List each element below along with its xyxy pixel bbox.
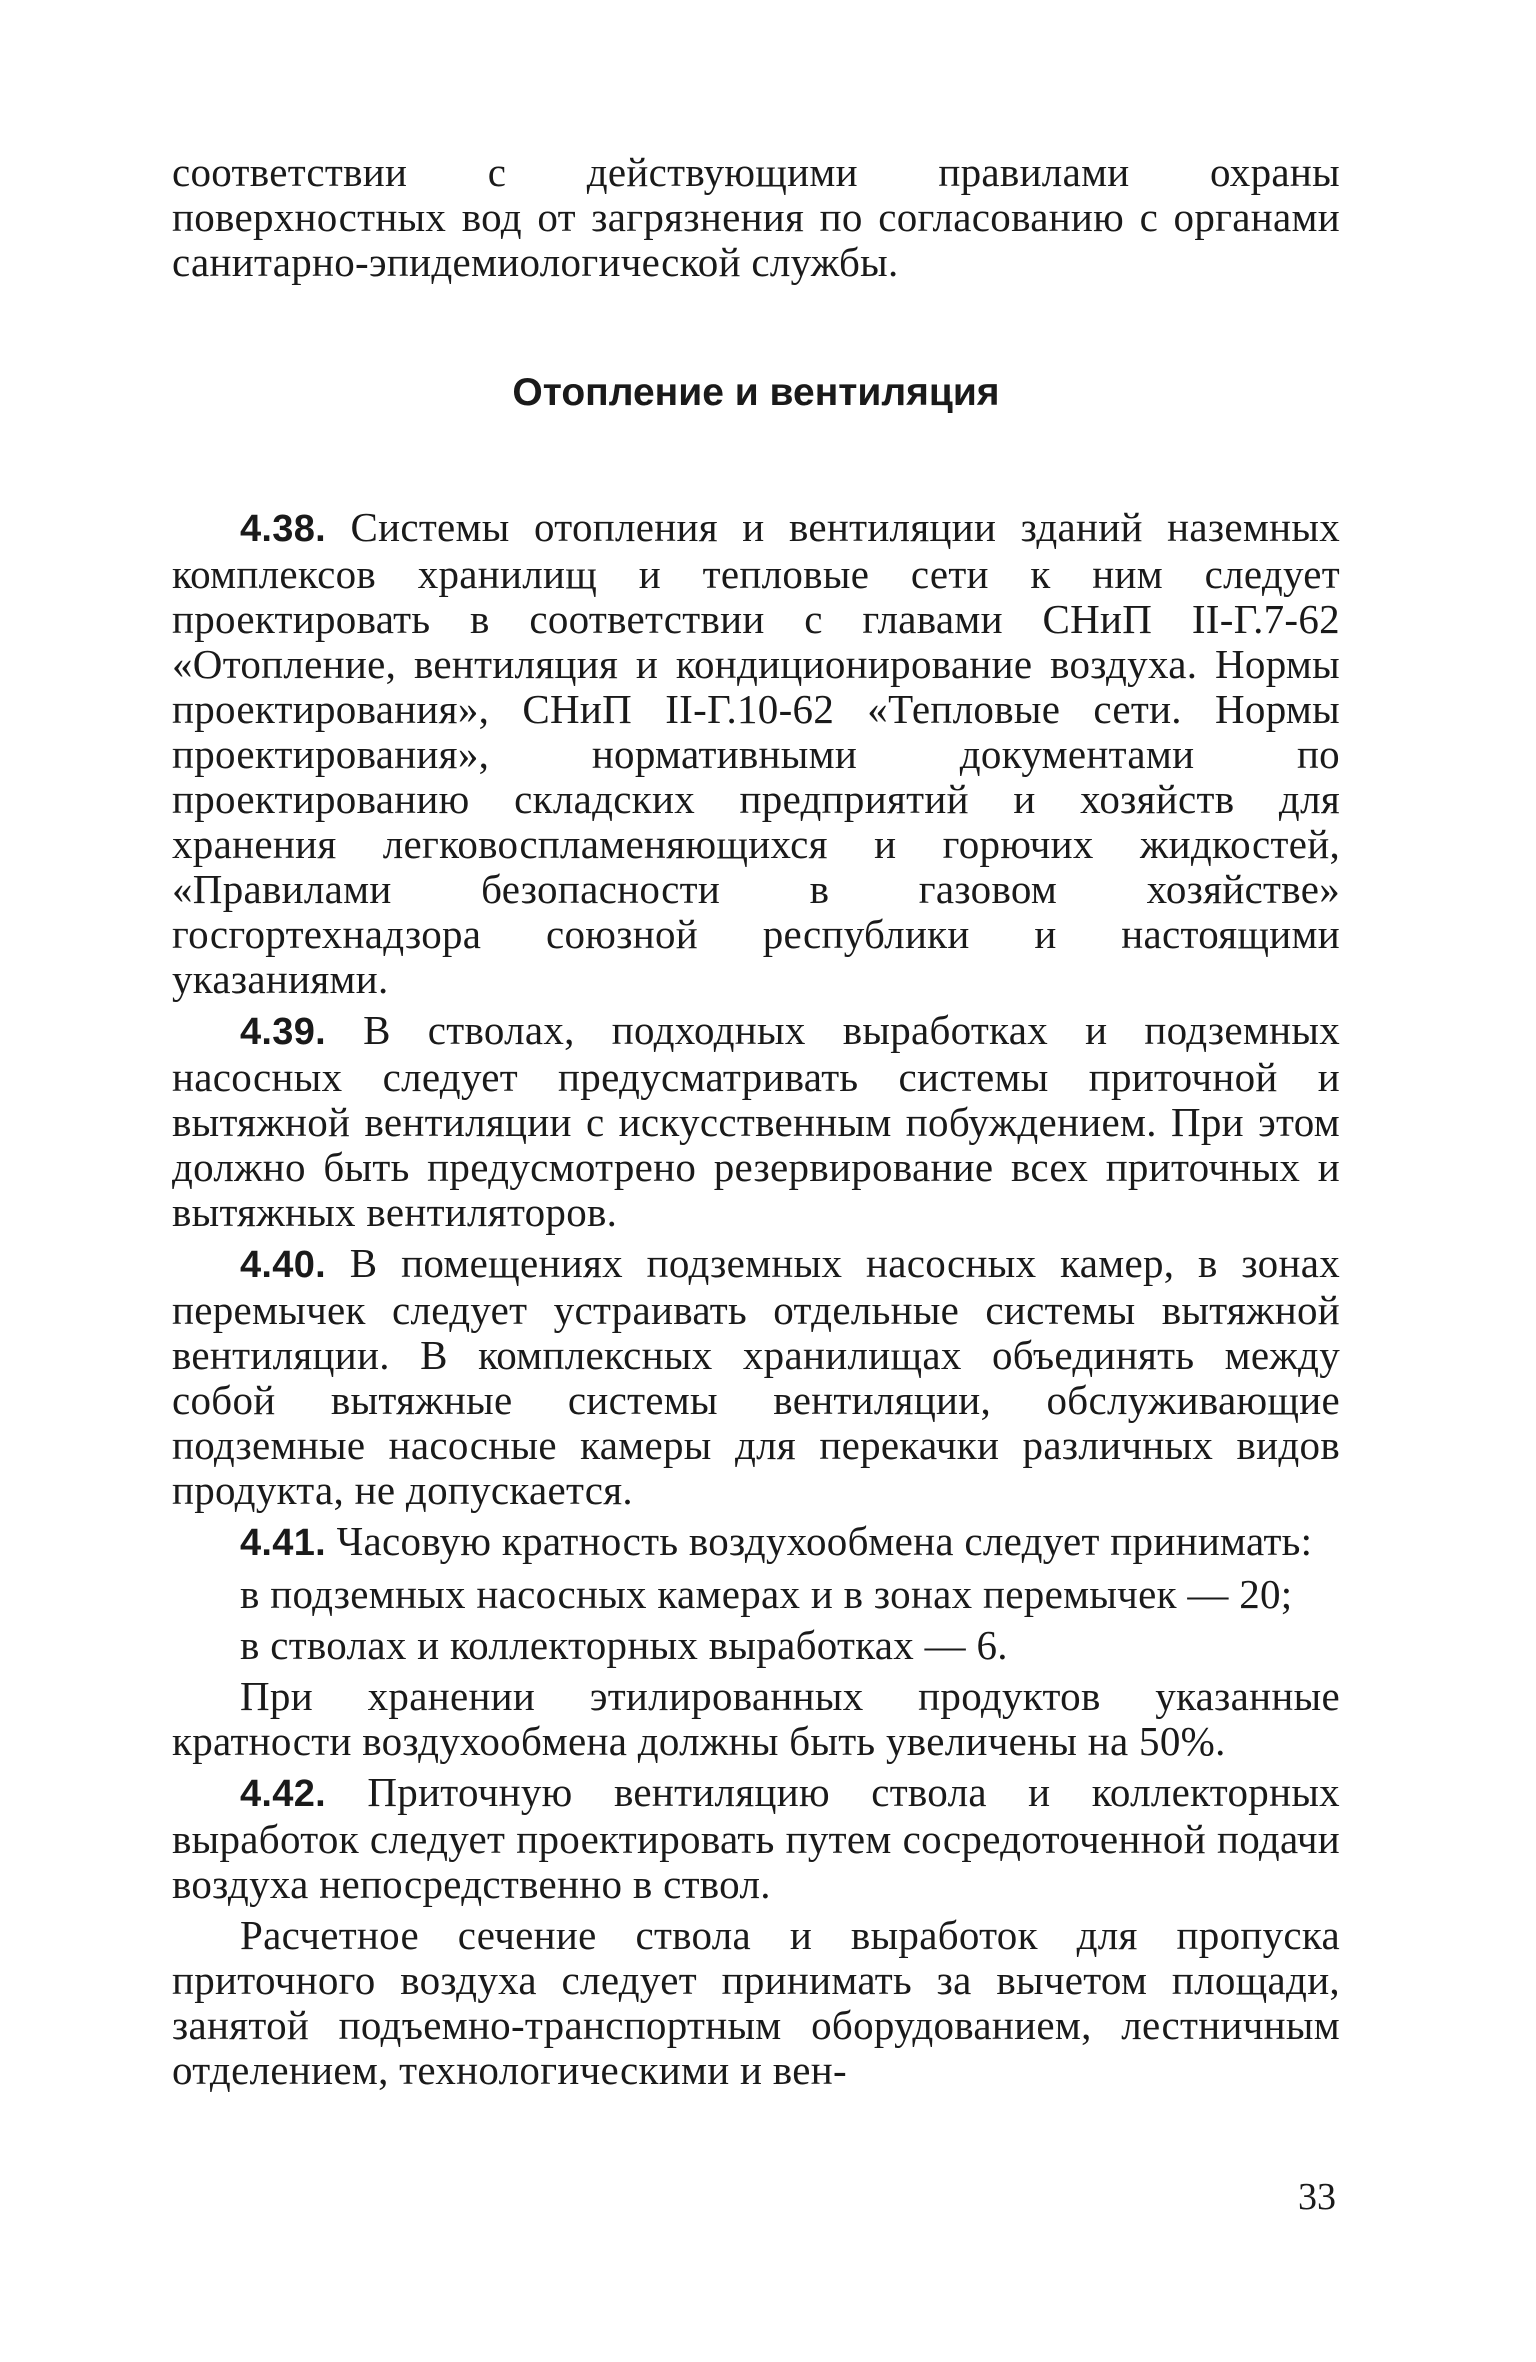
paragraph-4-41 bbox=[172, 1519, 1340, 1566]
paragraph-text: Системы отопления и вентиляции зданий наземных комплексов хранилищ и тепловые сети к ним следует проектировать в соответствии с главами СНиП II-Г.7-62 «Отопление, вентиляция и кондиционирование воздуха. Нормы проектирования», СНиП II-Г.10-62 «Тепловые сети. Нормы проектирования», нормативными документами по проектированию складских предприятий и хозяйств для хранения легковоспламеняющихся и горючих жидкостей, «Правилами безопасности в газовом хозяйстве» госгортехнадзора союзной республики и настоящими указаниями. bbox=[172, 504, 1340, 1002]
paragraph-text: В помещениях подземных насосных камер, в зонах перемычек следует устраивать отдельные системы вытяжной вентиляции. В комплексных хранилищах объединять между собой вытяжные системы вентиляции, обслуживающие подземные насосные камеры для перекачки различных видов продукта, не допускается. bbox=[172, 1240, 1340, 1513]
closing-paragraph: Расчетное сечение ствола и выработок для пропуска приточного воздуха следует принимать за вычетом площади, занятой подъемно-транспортным оборудованием, лестничным отделением, технологическими и вен- bbox=[172, 1912, 1340, 2093]
paragraph-number: 4.42. bbox=[240, 1773, 327, 1815]
page-number: 33 bbox=[1298, 2176, 1336, 2218]
paragraph-text: Часовую кратность воздухообмена следует принимать: bbox=[336, 1518, 1313, 1564]
paragraph-4-39 bbox=[172, 1008, 1340, 1235]
paragraph-number: 4.39. bbox=[240, 1011, 327, 1053]
paragraph-text: В стволах, подходных выработках и подземных насосных следует предусматривать системы приточной и вытяжной вентиляции с искусственным побуждением. При этом должно быть предусмотрено резервирование всех приточных и вытяжных вентиляторов. bbox=[172, 1007, 1340, 1235]
paragraph-4-42 bbox=[172, 1770, 1340, 1907]
list-item: в подземных насосных камерах и в зонах перемычек — 20; bbox=[240, 1571, 1293, 1617]
paragraph-number: 4.40. bbox=[240, 1244, 327, 1286]
document-page bbox=[172, 150, 1340, 2093]
note-paragraph: При хранении этилированных продуктов указанные кратности воздухообмена должны быть увеличены на 50%. bbox=[172, 1673, 1340, 1764]
paragraph-number: 4.41. bbox=[240, 1522, 327, 1564]
paragraph-number: 4.38. bbox=[240, 508, 327, 550]
intro-paragraph: соответствии с действующими правилами охраны поверхностных вод от загрязнения по согласованию с органами санитарно-эпидемиологической службы. bbox=[172, 149, 1340, 285]
paragraph-4-40 bbox=[172, 1241, 1340, 1513]
paragraph-4-38 bbox=[172, 505, 1340, 1002]
list-item: в стволах и коллекторных выработках — 6. bbox=[240, 1622, 1008, 1668]
section-heading: Отопление и вентиляция bbox=[512, 371, 1000, 414]
paragraph-text: Приточную вентиляцию ствола и коллекторных выработок следует проектировать путем сосредоточенной подачи воздуха непосредственно в ствол. bbox=[172, 1769, 1340, 1907]
